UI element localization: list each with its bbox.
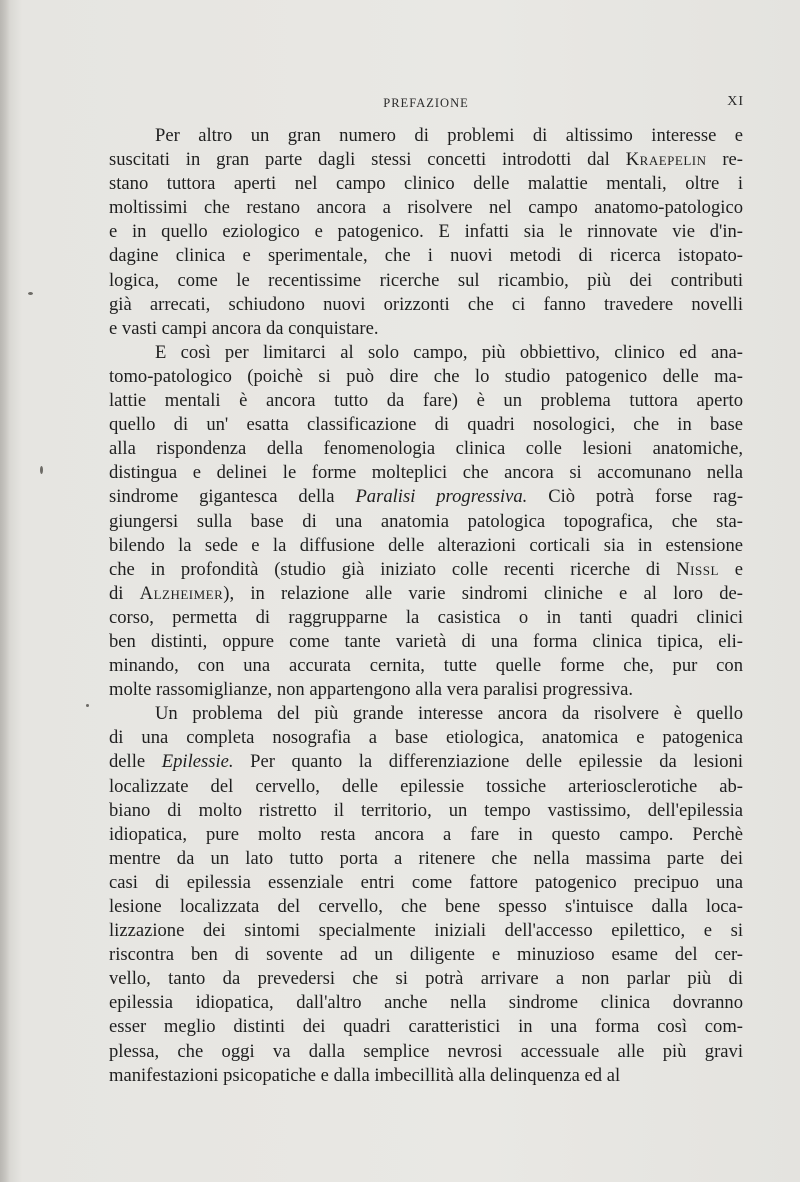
text-run: distingua e delinei le forme molteplici che ancora si accomunano nella: [109, 462, 743, 484]
text-run: dagine clinica e sperimentale, che i nuovi metodi di ricerca istopato-: [109, 245, 743, 267]
text-run: di una completa nosografia a base etiologica, anatomica e patogenica: [109, 727, 743, 749]
text-line: [109, 991, 743, 1015]
text-run: e vasti campi ancora da conquistare.: [109, 317, 379, 339]
body-text: [109, 124, 743, 1088]
text-run: logica, come le recentissime ricerche sul ricambio, più dei contributi: [109, 269, 743, 291]
paragraph: [109, 702, 743, 1088]
text-line: [109, 823, 743, 847]
text-run: sindrome gigantesca della: [109, 486, 356, 508]
paragraph: [109, 341, 743, 702]
paper-speck: [28, 292, 33, 295]
text-run: corso, permetta di raggrupparne la casistica o in tanti quadri clinici: [109, 606, 743, 628]
text-line: [109, 678, 743, 702]
text-run: mentre da un lato tutto porta a ritenere che nella massima parte dei: [109, 847, 743, 869]
text-run: lattie mentali è ancora tutto da fare) è un problema tuttora aperto: [109, 390, 743, 412]
text-line: [109, 389, 743, 413]
text-line: [109, 196, 743, 220]
text-run: minando, con una accurata cernita, tutte quelle forme che, pur con: [109, 655, 743, 677]
text-line: [109, 485, 743, 509]
italic-term: Paralisi progressiva.: [355, 486, 528, 508]
text-line: [109, 341, 743, 365]
author-name: Alzheimer: [139, 582, 224, 604]
text-run: biano di molto ristretto il territorio, un tempo vastissimo, dell'epilessia: [109, 799, 743, 821]
text-run: ben distinti, oppure come tante varietà di una forma clinica tipica, eli-: [109, 630, 743, 652]
running-title: PREFAZIONE: [383, 96, 469, 110]
text-run: di: [109, 582, 140, 604]
paper-speck: [86, 704, 89, 707]
text-line: [109, 871, 743, 895]
text-run: bilendo la sede e la diffusione delle alterazioni corticali sia in estensione: [109, 534, 743, 556]
text-line: [109, 220, 743, 244]
text-run: epilessia idiopatica, dall'altro anche nella sindrome clinica dovranno: [109, 992, 743, 1014]
running-header: [108, 93, 744, 113]
text-run: tomo-patologico (poichè si può dire che lo studio patogenico delle ma-: [109, 365, 743, 387]
text-line: [109, 293, 743, 317]
text-run: localizzate del cervello, delle epilessie tossiche arteriosclerotiche ab-: [109, 775, 743, 797]
text-line: [109, 967, 743, 991]
author-name: Kraepelin: [625, 149, 707, 171]
text-run: molte rassomiglianze, non appartengono alla vera paralisi progressiva.: [109, 679, 634, 701]
text-run: e: [718, 558, 743, 580]
text-line: [109, 510, 743, 534]
text-run: esser meglio distinti dei quadri caratteristici in una forma così com-: [109, 1016, 743, 1038]
text-line: [109, 172, 743, 196]
text-line: [109, 582, 743, 606]
text-line: [109, 1040, 743, 1064]
text-line: [109, 726, 743, 750]
text-line: [109, 847, 743, 871]
text-run: lesione localizzata del cervello, che bene spesso s'intuisce dalla loca-: [109, 896, 743, 917]
text-line: [109, 244, 743, 268]
text-run: riscontra ben di sovente ad un diligente e minuzioso esame del cer-: [109, 944, 743, 966]
text-run: giungersi sulla base di una anatomia patologica topografica, che sta-: [109, 510, 743, 532]
text-run: suscitati in gran parte dagli stessi concetti introdotti dal: [109, 149, 626, 171]
text-line: [109, 317, 743, 341]
text-line: [109, 461, 743, 485]
text-run: lizzazione dei sintomi specialmente iniziali dell'accesso epilettico, e si: [109, 920, 743, 942]
text-run: Ciò potrà forse rag-: [527, 486, 744, 508]
text-run: moltissimi che restano ancora a risolvere nel campo anatomo-patologico: [109, 197, 743, 219]
page-number: XI: [727, 94, 744, 109]
text-run: manifestazioni psicopatiche e dalla imbecillità alla delinquenza ed al: [109, 1064, 621, 1086]
text-run: idiopatica, pure molto resta ancora a fare in questo campo. Perchè: [109, 823, 743, 845]
text-line: [109, 799, 743, 823]
text-line: [109, 534, 743, 558]
text-line: [109, 919, 743, 943]
text-line: [109, 654, 743, 678]
page-gutter-shadow: [0, 0, 10, 1182]
text-run: casi di epilessia essenziale entri come fattore patogenico precipuo una: [109, 871, 743, 893]
italic-term: Epilessie.: [161, 751, 234, 773]
text-run: Per altro un gran numero di problemi di altissimo interesse e: [155, 125, 743, 146]
text-line: [109, 269, 743, 293]
text-line: [109, 413, 743, 437]
text-line: [109, 1064, 743, 1088]
text-line: [109, 124, 743, 148]
text-line: [109, 606, 743, 630]
text-line: [109, 148, 743, 172]
text-line: [109, 775, 743, 799]
text-run: plessa, che oggi va dalla semplice nevrosi accessuale alle più gravi: [109, 1040, 743, 1062]
text-line: [109, 750, 743, 774]
text-line: [109, 895, 743, 919]
text-run: Per quanto la differenziazione delle epilessie da lesioni: [233, 751, 743, 773]
paragraph: [109, 124, 743, 341]
text-line: [109, 558, 743, 582]
text-run: E così per limitarci al solo campo, più obbiettivo, clinico ed ana-: [155, 341, 743, 363]
text-run: delle: [109, 751, 162, 773]
text-line: [109, 437, 743, 461]
text-run: re-: [706, 149, 743, 171]
text-run: vello, tanto da prevedersi che si potrà arrivare a non parlar più di: [109, 968, 743, 990]
paper-speck: [40, 466, 43, 474]
text-run: che in profondità (studio già iniziato colle recenti ricerche di: [109, 558, 677, 580]
text-line: [109, 1015, 743, 1039]
text-run: ), in relazione alle varie sindromi cliniche e al loro de-: [223, 582, 743, 604]
text-run: quello di un' esatta classificazione di quadri nosologici, che in base: [109, 414, 743, 436]
author-name: Nissl: [676, 558, 719, 580]
text-run: e in quello eziologico e patogenico. E infatti sia le rinnovate vie d'in-: [109, 221, 743, 243]
text-run: alla rispondenza della fenomenologia clinica colle lesioni anatomiche,: [109, 438, 743, 460]
text-line: [109, 702, 743, 726]
text-run: stano tuttora aperti nel campo clinico delle malattie mentali, oltre i: [109, 173, 743, 195]
text-line: [109, 630, 743, 654]
text-line: [109, 943, 743, 967]
text-run: già arrecati, schiudono nuovi orizzonti che ci fanno travedere novelli: [109, 293, 743, 315]
text-line: [109, 365, 743, 389]
text-run: Un problema del più grande interesse ancora da risolvere è quello: [155, 703, 743, 725]
